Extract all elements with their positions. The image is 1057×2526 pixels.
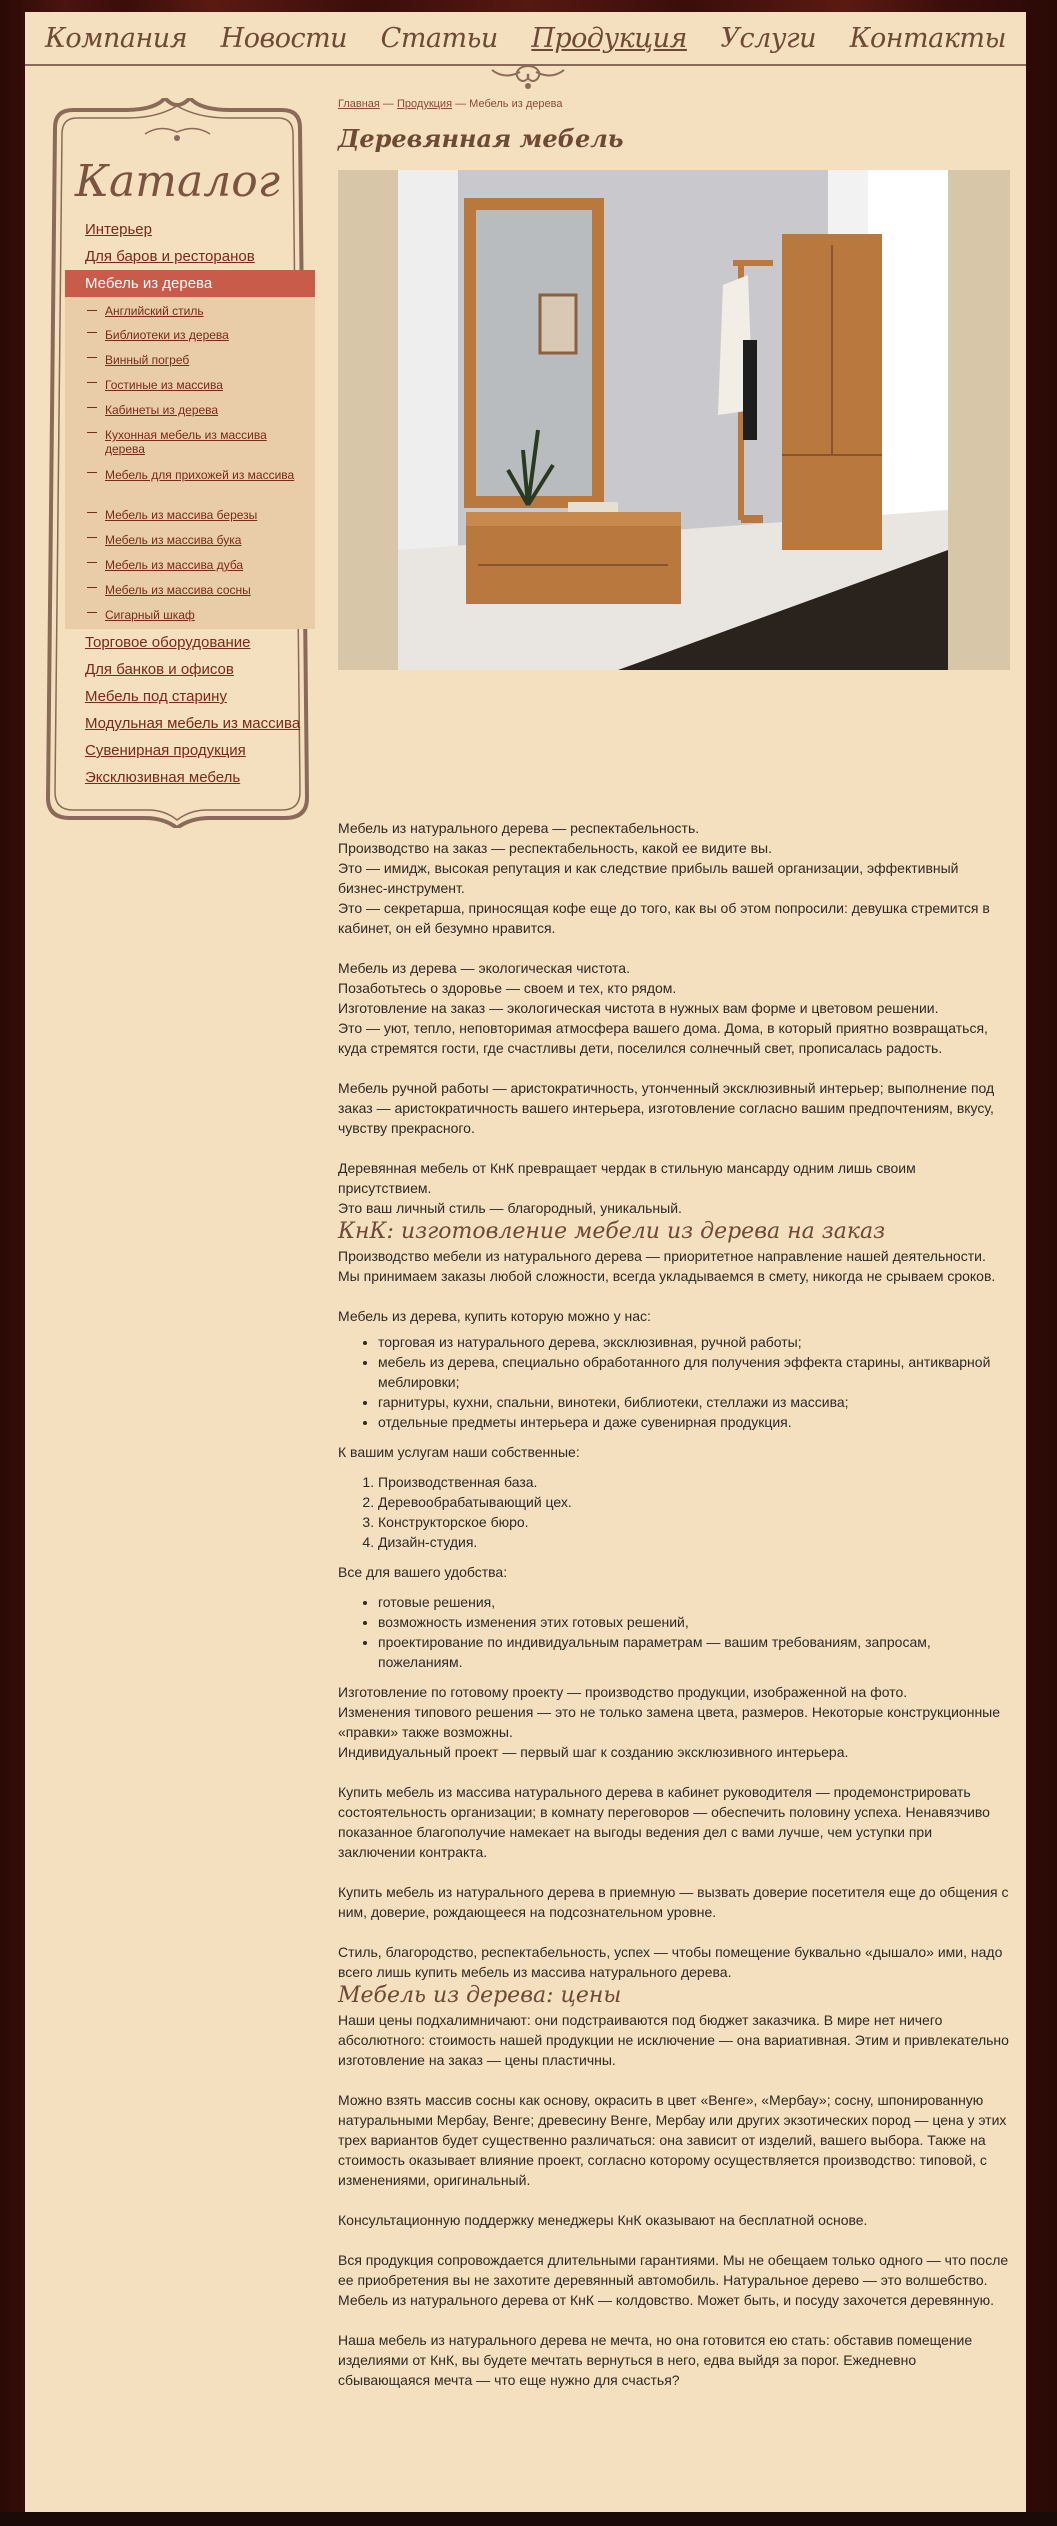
menu-item-exclusive[interactable]: Эксклюзивная мебель: [85, 769, 241, 786]
paragraph-gap: [338, 2190, 1010, 2210]
paragraph: Мебель из дерева, купить которую можно у нас:: [338, 1308, 651, 1324]
ornament-icon: [490, 62, 566, 92]
paragraph-gap: [338, 1922, 1010, 1942]
submenu-item[interactable]: Мебель из массива дуба: [105, 558, 244, 572]
paragraph: Наша мебель из натурального дерева не мечта, но она готовится ею стать: обставив помещение изделиями от КнК, вы будете мечтать вернуться в него, едва выйдя за порог. Ежедневно сбывающаяся мечта — что еще нужно для счастья?: [338, 2332, 973, 2388]
catalog-menu: [65, 216, 315, 791]
article: [338, 818, 1010, 2390]
submenu-item[interactable]: Мебель из массива березы: [105, 508, 258, 522]
paragraph: Производство на заказ — респектабельность, какой ее видите вы.: [338, 840, 772, 856]
submenu-item[interactable]: Английский стиль: [105, 304, 204, 318]
menu-item-modular[interactable]: Модульная мебель из массива: [85, 715, 301, 732]
submenu-item[interactable]: Мебель из массива сосны: [105, 583, 251, 597]
offer-list: [378, 1332, 1010, 1432]
paragraph: Это — имидж, высокая репутация и как следствие прибыль вашей организации, эффективный бизнес-инструмент.: [338, 860, 959, 896]
submenu-item[interactable]: Кухонная мебель из массива дерева: [105, 428, 267, 456]
paragraph: Стиль, благородство, респектабельность, успех — чтобы помещение буквально «дышало» ими, надо всего лишь купить мебель из массива натурального дерева.: [338, 1944, 1003, 1980]
nav-company[interactable]: Компания: [45, 23, 188, 54]
paragraph-gap: [338, 938, 1010, 958]
page-footer-band: [0, 2512, 1057, 2526]
list-item: 1. Производственная база.: [378, 1472, 1010, 1492]
nav-articles[interactable]: Статьи: [380, 23, 498, 54]
page: [25, 12, 1026, 2512]
submenu-item[interactable]: Сигарный шкаф: [105, 608, 195, 622]
paragraph: Можно взять массив сосны как основу, окрасить в цвет «Венге», «Мербау»; сосну, шпонированную натуральными Мербау, Венге; древесину Венге, Мербау или других экзотических пород — цена у этих трех вариантов будет существенно различаться: она зависит от изделий, вашего выбора. Также на стоимость оказывает влияние проект, согласно которому осуществляется производство: типовой, с изменениями, оригинальный.: [338, 2092, 1007, 2188]
paragraph: Производство мебели из натурального дерева — приоритетное направление нашей деятельности. Мы принимаем заказы любой сложности, всегда укладываемся в смету, никогда не срываем сроков.: [338, 1248, 996, 1284]
menu-item-bars[interactable]: Для баров и ресторанов: [85, 248, 255, 265]
breadcrumb-current: Мебель из дерева: [469, 98, 563, 110]
page-title: Деревянная мебель: [338, 124, 624, 153]
paragraph: Купить мебель из массива натурального дерева в кабинет руководителя — продемонстрировать состоятельность организации; в комнату переговоров — обеспечить половину успеха. Ненавязчиво показанное благополучие намекает на выгоды ведения дел с вами лучше, чем уступки при заключении контракта.: [338, 1784, 990, 1860]
convenience-list: [378, 1592, 1010, 1672]
menu-item-antique[interactable]: Мебель под старину: [85, 688, 227, 705]
list-item: • готовые решения,: [378, 1592, 1010, 1612]
paragraph: Вся продукция сопровождается длительными гарантиями. Мы не обещаем только одного — что после ее приобретения вы не захотите деревянный автомобиль. Натуральное дерево — это волшебство. Мебель из натурального дерева от КнК — колдовство. Может быть, и посуду захочется деревянную.: [338, 2252, 1009, 2308]
paragraph-gap: [338, 1058, 1010, 1078]
breadcrumb-home[interactable]: Главная: [338, 98, 380, 110]
paragraph: Это ваш личный стиль — благородный, уникальный.: [338, 1200, 682, 1216]
submenu-item[interactable]: Гостиные из массива: [105, 378, 223, 392]
submenu-item[interactable]: Библиотеки из дерева: [105, 328, 229, 342]
nav-contacts[interactable]: Контакты: [849, 23, 1006, 54]
convenience-intro: Все для вашего удобства:: [338, 1564, 508, 1580]
paragraph-gap: [338, 2230, 1010, 2250]
submenu-item[interactable]: Кабинеты из дерева: [105, 403, 219, 417]
catalog-sidebar: [35, 98, 320, 828]
paragraph-gap: [338, 1286, 1010, 1306]
paragraph: Это — уют, тепло, неповторимая атмосфера вашего дома. Дома, в который приятно возвращаться, куда стремятся гости, где счастливы дети, поселился солнечный свет, прописалась радость.: [338, 1020, 988, 1056]
paragraph: Консультационную поддержку менеджеры КнК оказывают на бесплатной основе.: [338, 2212, 868, 2228]
list-item: 3. Конструкторское бюро.: [378, 1512, 1010, 1532]
list-item: • торговая из натурального дерева, эксклюзивная, ручной работы;: [378, 1332, 1010, 1352]
nav-news[interactable]: Новости: [220, 23, 348, 54]
paragraph-gap: [338, 2310, 1010, 2330]
section-3: [338, 1682, 1010, 1982]
paragraph: Изготовление на заказ — экологическая чистота в нужных вам форме и цветовом решении.: [338, 1000, 939, 1016]
paragraph: Изменения типового решения — это не только замена цвета, размеров. Некоторые конструкционные «правки» также возможны.: [338, 1704, 1001, 1740]
menu-item-interior[interactable]: Интерьер: [85, 221, 152, 238]
paragraph: Мебель ручной работы — аристократичность, утонченный эксклюзивный интерьер; выполнение под заказ — аристократичность вашего интерьера, изготовление согласно вашим предпочтениям, вкусу, чувству прекрасного.: [338, 1080, 995, 1136]
furniture-photo: [338, 170, 1010, 670]
breadcrumb-separator: —: [379, 98, 397, 110]
paragraph-gap: [338, 1862, 1010, 1882]
catalog-title: Каталог: [75, 156, 280, 207]
paragraph: Купить мебель из натурального дерева в приемную — вызвать доверие посетителя еще до общения с ним, доверие, рождающееся на подсознательном уровне.: [338, 1884, 1009, 1920]
paragraph: Позаботьтесь о здоровье — своем и тех, кто рядом.: [338, 980, 677, 996]
menu-item-trade[interactable]: Торговое оборудование: [85, 634, 251, 651]
section-1: [338, 818, 1010, 1218]
nav-products[interactable]: Продукция: [531, 23, 687, 54]
list-item: 4. Дизайн-студия.: [378, 1532, 1010, 1552]
list-item: • отдельные предметы интерьера и даже сувенирная продукция.: [378, 1412, 1010, 1432]
paragraph: Мебель из дерева — экологическая чистота.: [338, 960, 630, 976]
nav-services[interactable]: Услуги: [720, 23, 817, 54]
top-nav: [25, 12, 1026, 66]
list-item: • возможность изменения этих готовых решений,: [378, 1612, 1010, 1632]
list-item: • гарнитуры, кухни, спальни, винотеки, библиотеки, стеллажи из массива;: [378, 1392, 1010, 1412]
breadcrumb-separator: —: [452, 98, 470, 110]
section-4: [338, 2010, 1010, 2390]
paragraph: Наши цены подхалимничают: они подстраиваются под бюджет заказчика. В мире нет ничего абсолютного: стоимость нашей продукции не исключение — она вариативная. Этим и привлекательно изготовление на заказ — цены пластичны.: [338, 2012, 1009, 2068]
section-heading: КнК: изготовление мебели из дерева на заказ: [338, 1219, 886, 1244]
menu-item-banks[interactable]: Для банков и офисов: [85, 661, 234, 678]
paragraph: Мебель из натурального дерева — респектабельность.: [338, 820, 700, 836]
submenu-item[interactable]: Мебель из массива бука: [105, 533, 242, 547]
services-intro: К вашим услугам наши собственные:: [338, 1444, 580, 1460]
breadcrumb: [338, 98, 562, 110]
submenu: [65, 297, 315, 629]
submenu-item[interactable]: Мебель для прихожей из массива: [105, 468, 295, 482]
breadcrumb-products[interactable]: Продукция: [397, 98, 453, 110]
list-item: • проектирование по индивидуальным параметрам — вашим требованиям, запросам, пожеланиям.: [378, 1632, 1010, 1672]
section-heading: Мебель из дерева: цены: [338, 1983, 622, 2008]
list-item: 2. Деревообрабатывающий цех.: [378, 1492, 1010, 1512]
section-2: [338, 1246, 1010, 1326]
paragraph: Это — секретарша, приносящая кофе еще до того, как вы об этом попросили: девушка стремится в кабинет, он ей безумно нравится.: [338, 900, 990, 936]
paragraph-gap: [338, 1762, 1010, 1782]
list-item: • мебель из дерева, специально обработанного для получения эффекта старины, антикварной меблировки;: [378, 1352, 1010, 1392]
menu-item-souvenir[interactable]: Сувенирная продукция: [85, 742, 246, 759]
menu-item-wood-furniture[interactable]: Мебель из дерева: [65, 270, 315, 297]
paragraph: Индивидуальный проект — первый шаг к созданию эксклюзивного интерьера.: [338, 1744, 849, 1760]
paragraph-gap: [338, 2070, 1010, 2090]
paragraph-gap: [338, 1138, 1010, 1158]
submenu-item[interactable]: Винный погреб: [105, 353, 190, 367]
paragraph: Изготовление по готовому проекту — производство продукции, изображенной на фото.: [338, 1684, 908, 1700]
services-list: [378, 1472, 1010, 1552]
paragraph: Деревянная мебель от КнК превращает чердак в стильную мансарду одним лишь своим присутствием.: [338, 1160, 916, 1196]
